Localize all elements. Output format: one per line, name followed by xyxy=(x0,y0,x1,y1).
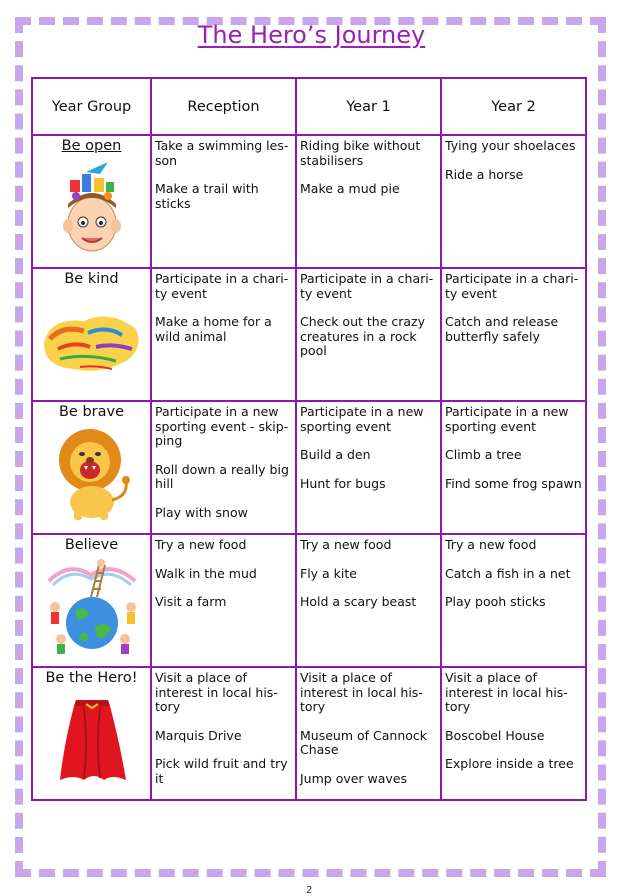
activity-item: Make a mud pie xyxy=(300,181,400,196)
activity-item: Museum of Cannock Chase xyxy=(300,727,427,757)
activity-item: Participate in a chari-ty event xyxy=(155,271,289,301)
year2-cell xyxy=(441,534,586,667)
table-row xyxy=(32,268,586,401)
activity-item: Participate in a new sporting event - skip-ping xyxy=(155,404,289,448)
header-year-2: Year 2 xyxy=(441,78,586,135)
activity-item: Participate in a new sporting event xyxy=(445,404,569,434)
activity-item: Participate in a chari-ty event xyxy=(300,271,434,301)
reception-cell xyxy=(151,667,296,800)
table-row xyxy=(32,401,586,534)
activity-item: Take a swimming les-son xyxy=(155,138,289,168)
activity-item: Visit a farm xyxy=(155,594,227,609)
activity-item: Build a den xyxy=(300,447,371,462)
activity-item: Participate in a chari-ty event xyxy=(445,271,579,301)
activity-item: Play with snow xyxy=(155,504,248,520)
year2-cell xyxy=(441,401,586,534)
activity-item: Marquis Drive xyxy=(155,727,242,743)
year1-cell xyxy=(296,534,441,667)
activity-item: Participate in a new sporting event xyxy=(300,404,424,434)
activity-item: Make a trail with sticks xyxy=(155,181,259,211)
roaring-lion-icon xyxy=(50,426,134,522)
activity-item: Jump over waves xyxy=(300,770,408,786)
header-row xyxy=(32,78,586,135)
activity-item: Hunt for bugs xyxy=(300,475,386,491)
group-cell xyxy=(32,135,151,268)
header-year-group: Year Group xyxy=(32,78,151,135)
group-name: Be open xyxy=(61,138,122,154)
group-name: Be kind xyxy=(64,271,119,287)
activity-item: Catch and release butterfly safely xyxy=(445,314,559,344)
activity-item: Try a new food xyxy=(155,537,247,552)
group-name: Be brave xyxy=(58,404,125,420)
activity-item: Make a home for a wild animal xyxy=(155,314,272,344)
activity-item: Walk in the mud xyxy=(155,565,257,581)
reception-cell xyxy=(151,268,296,401)
reception-cell xyxy=(151,135,296,268)
year1-cell xyxy=(296,268,441,401)
activity-item: Catch a fish in a net xyxy=(445,565,571,581)
activity-item: Try a new food xyxy=(300,537,392,552)
reception-cell xyxy=(151,401,296,534)
group-cell xyxy=(32,667,151,800)
table-row xyxy=(32,534,586,667)
activity-item: Tying your shoelaces xyxy=(445,138,576,153)
header-year-1: Year 1 xyxy=(296,78,441,135)
group-cell xyxy=(32,268,151,401)
header-reception: Reception xyxy=(151,78,296,135)
group-cell xyxy=(32,401,151,534)
activity-item: Hold a scary beast xyxy=(300,594,417,609)
activity-item: Visit a place of interest in local his-tory xyxy=(155,670,278,714)
activity-item: Riding bike without stabilisers xyxy=(300,138,421,168)
activity-item: Climb a tree xyxy=(445,447,522,462)
activities-table xyxy=(31,77,587,801)
table-row xyxy=(32,667,586,800)
year1-cell xyxy=(296,401,441,534)
activity-item: Visit a place of interest in local his-tory xyxy=(300,670,423,714)
reception-cell xyxy=(151,534,296,667)
group-cell xyxy=(32,534,151,667)
activity-item: Explore inside a tree xyxy=(445,756,574,771)
child-head-with-toys-icon xyxy=(56,160,128,256)
year1-cell xyxy=(296,667,441,800)
year2-cell xyxy=(441,268,586,401)
group-name: Believe xyxy=(64,537,119,553)
activity-item: Find some frog spawn xyxy=(445,475,582,491)
year1-cell xyxy=(296,135,441,268)
group-name: Be the Hero! xyxy=(45,670,138,686)
children-on-globe-icon xyxy=(39,557,145,655)
activity-item: Pick wild fruit and try it xyxy=(155,756,288,786)
be-kind-quote-art-icon xyxy=(40,299,144,379)
red-cape-icon xyxy=(54,696,130,786)
activity-item: Boscobel House xyxy=(445,727,545,743)
year2-cell xyxy=(441,667,586,800)
activity-item: Check out the crazy creatures in a rock pool xyxy=(300,314,425,358)
activity-item: Fly a kite xyxy=(300,565,357,581)
activity-item: Play pooh sticks xyxy=(445,594,546,609)
activity-item: Roll down a really big hill xyxy=(155,461,289,491)
activity-item: Ride a horse xyxy=(445,166,524,182)
page-number: 2 xyxy=(306,885,313,896)
activity-item: Visit a place of interest in local his-tory xyxy=(445,670,568,714)
table-row xyxy=(32,135,586,268)
activity-item: Try a new food xyxy=(445,537,537,552)
page-title: The Hero’s Journey xyxy=(197,21,426,49)
year2-cell xyxy=(441,135,586,268)
